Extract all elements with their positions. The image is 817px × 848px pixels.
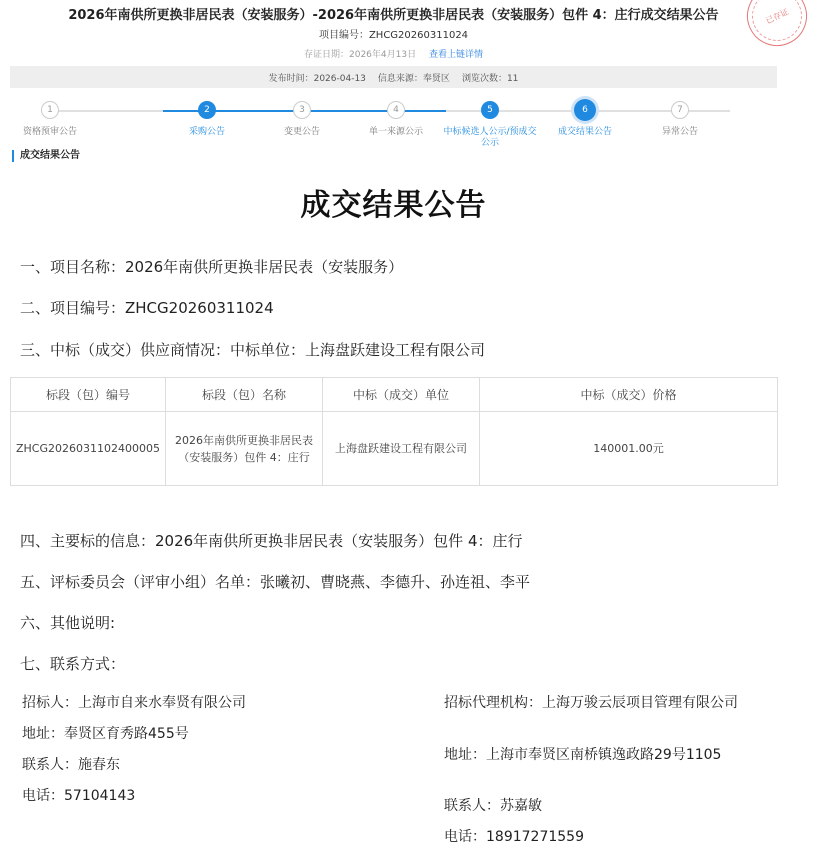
step-7[interactable] [630, 101, 730, 138]
col-header-lot-name: 标段（包）名称 [166, 378, 323, 412]
cell-winner: 上海盘跃建设工程有限公司 [323, 412, 480, 486]
step-6-number: 6 [574, 99, 596, 121]
item-project-name: 一、项目名称：2026年南供所更换非居民表（安装服务） [20, 258, 404, 276]
step-2-label: 采购公告 [188, 127, 225, 137]
tenderer-contact: 联系人：施春东 [22, 757, 120, 773]
deposit-date: 存证日期：2026年4月13日 [304, 50, 417, 60]
col-header-lot-number: 标段（包）编号 [11, 378, 166, 412]
deposit-stamp: 已存证 [737, 0, 817, 56]
deposit-line [0, 47, 787, 60]
col-header-winner: 中标（成交）单位 [323, 378, 480, 412]
col-header-price: 中标（成交）价格 [480, 378, 778, 412]
cell-lot-name: 2026年南供所更换非居民表（安装服务）包件 4：庄行 [166, 412, 323, 486]
item-project-number: 二、项目编号：ZHCG20260311024 [20, 299, 274, 317]
cell-price: 140001.00元 [480, 412, 778, 486]
agency: 招标代理机构：上海万骏云辰项目管理有限公司 [444, 695, 738, 711]
step-6-label: 成交结果公告 [557, 127, 612, 137]
step-2[interactable] [157, 101, 257, 138]
step-1-label: 资格预审公告 [22, 127, 77, 137]
step-3-label: 变更公告 [283, 127, 320, 137]
step-3[interactable] [252, 101, 352, 138]
step-6[interactable] [535, 101, 635, 138]
step-4-number: 4 [387, 101, 405, 119]
announcement-header-title: 2026年南供所更换非居民表（安装服务）-2026年南供所更换非居民表（安装服务）包件 4：庄行成交结果公告 [68, 8, 719, 23]
step-5[interactable] [440, 101, 540, 149]
info-source: 信息来源：奉贤区 [377, 73, 450, 84]
step-7-number: 7 [671, 101, 689, 119]
tenderer-address: 地址：奉贤区育秀路455号 [22, 726, 189, 742]
step-2-number: 2 [198, 101, 216, 119]
step-5-label: 中标候选人公示/预成交公示 [443, 127, 537, 148]
view-count: 浏览次数：11 [461, 73, 519, 84]
agency-phone: 电话：18917271559 [444, 829, 584, 845]
document-title: 成交结果公告 [300, 188, 487, 223]
table-row [11, 412, 778, 486]
step-3-number: 3 [293, 101, 311, 119]
item-supplier: 三、中标（成交）供应商情况：中标单位：上海盘跃建设工程有限公司 [20, 341, 486, 359]
step-5-number: 5 [481, 101, 499, 119]
item-other-notes: 六、其他说明: [20, 614, 116, 632]
process-steps [22, 101, 730, 151]
cell-lot-number: ZHCG2026031102400005 [11, 412, 166, 486]
step-4[interactable] [346, 101, 446, 138]
project-number: 项目编号：ZHCG20260311024 [318, 30, 469, 41]
publish-time: 发布时间：2026-04-13 [268, 73, 366, 84]
section-tag: 成交结果公告 [12, 150, 80, 162]
tenderer: 招标人：上海市自来水奉贤有限公司 [22, 695, 246, 711]
tenderer-phone: 电话：57104143 [22, 788, 136, 804]
chain-details-link[interactable]: 查看上链详情 [428, 50, 483, 60]
item-committee: 五、评标委员会（评审小组）名单：张曦初、曹晓燕、李德升、孙连祖、李平 [20, 573, 531, 591]
result-table [10, 377, 778, 486]
item-contact-heading: 七、联系方式： [20, 655, 126, 673]
item-main-subject: 四、主要标的信息：2026年南供所更换非居民表（安装服务）包件 4：庄行 [20, 532, 523, 550]
agency-contact: 联系人：苏嘉敏 [444, 798, 542, 814]
step-1[interactable] [0, 101, 100, 138]
step-7-label: 异常公告 [661, 127, 698, 137]
agency-address: 地址：上海市奉贤区南桥镇逸政路29号1105 [444, 747, 722, 763]
table-header-row [11, 378, 778, 412]
meta-bar [10, 66, 777, 88]
step-1-number: 1 [41, 101, 59, 119]
step-4-label: 单一来源公示 [368, 127, 423, 137]
